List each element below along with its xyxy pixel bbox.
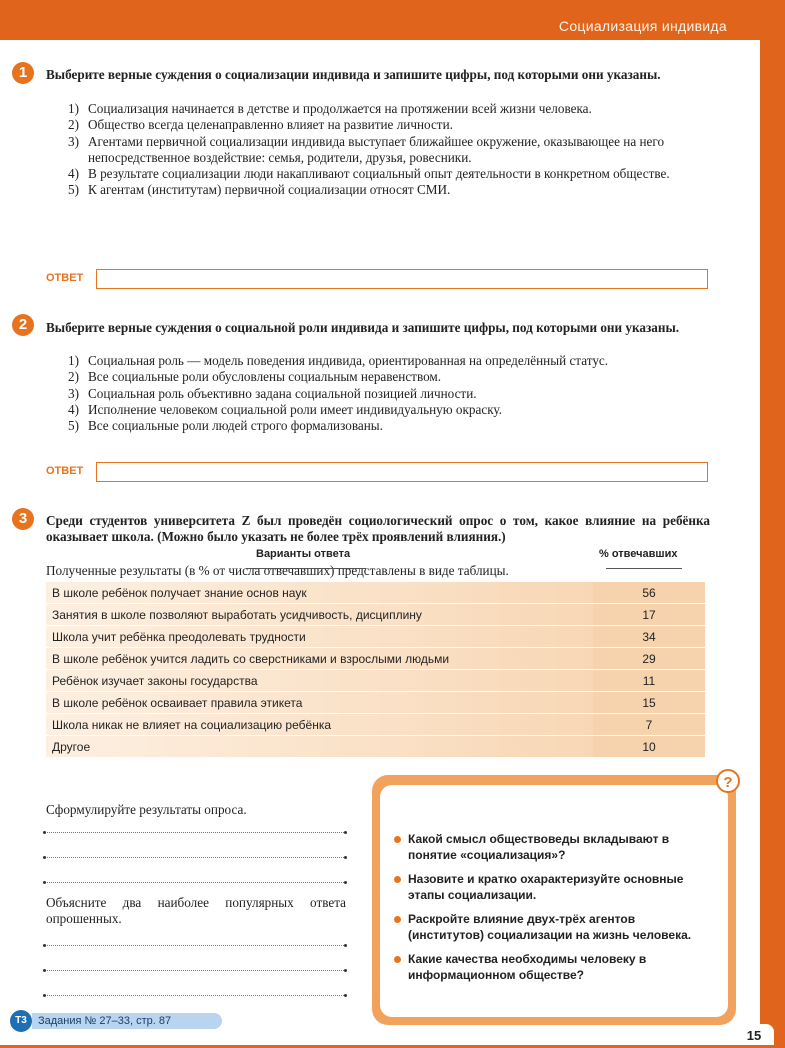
task-3-prompt-explain: Объясните два наиболее популярных ответа опрошенных.: [46, 895, 346, 926]
survey-table: [46, 582, 705, 758]
bullet-icon: [394, 916, 401, 923]
task-2-option: 1) Социальная роль — модель поведения индивида, ориентированная на определённый статус.: [68, 353, 609, 368]
bullet-icon: [394, 956, 401, 963]
table-row: Другое 10: [46, 736, 705, 758]
column-header-percent: % отвечавших: [599, 548, 678, 560]
review-question: Какой смысл обществоведы вкладывают в понятие «социализация»?: [394, 831, 694, 863]
answer-line[interactable]: [44, 995, 346, 996]
table-row: Школа никак не влияет на социализацию ребёнка 7: [46, 714, 705, 736]
task-2-options: [68, 353, 710, 434]
answer-line[interactable]: [44, 970, 346, 971]
task-2-answer: [46, 462, 708, 482]
task-1-option: 2) Общество всегда целенаправленно влияет на развитие личности.: [68, 117, 453, 133]
task-1-option: 3) Агентами первичной социализации индивида выступает ближайшее окружение, оказывающее на него непосредственное воздействие: семья, родители, друзья, ровесники.: [68, 133, 665, 165]
task-2-question: Выберите верные суждения о социальной роли индивида и запишите цифры, под которыми они указаны.: [46, 320, 680, 335]
task-1-option: 4) В результате социализации люди накапливают социальный опыт деятельности в конкретном обществе.: [68, 166, 670, 182]
review-questions: [394, 831, 694, 991]
task-2-answer-field[interactable]: [96, 462, 708, 482]
table-row: В школе ребёнок учится ладить со сверстниками и взрослыми людьми 29: [46, 648, 705, 670]
bullet-icon: [394, 836, 401, 843]
bullet-icon: [394, 876, 401, 883]
answer-label: ОТВЕТ: [46, 272, 84, 284]
page-number: 15: [734, 1024, 774, 1045]
table-row: В школе ребёнок получает знание основ наук 56: [46, 582, 705, 604]
review-question: Раскройте влияние двух-трёх агентов (институтов) социализации на жизнь человека.: [394, 911, 694, 943]
column-header-options: Варианты ответа: [256, 548, 351, 560]
table-header: [46, 546, 706, 572]
task-2-option: 5) Все социальные роли людей строго формализованы.: [68, 418, 383, 434]
question-mark-icon: ?: [716, 769, 740, 793]
review-question: Какие качества необходимы человеку в информационном обществе?: [394, 951, 694, 983]
task-2-number-badge: 2: [12, 314, 34, 336]
review-question: Назовите и кратко охарактеризуйте основные этапы социализации.: [394, 871, 694, 903]
task-1-options: [68, 101, 710, 199]
answer-line[interactable]: [44, 882, 346, 883]
task-1-answer: [46, 269, 708, 289]
task-3-question: Среди студентов университета Z был проведён социологический опрос о том, какое влияние на ребёнка оказывает школа. (Можно было указать не более трёх проявлений влияния.): [46, 513, 710, 544]
task-1-option: 5) К агентам (институтам) первичной социализации относят СМИ.: [68, 182, 451, 198]
table-row: Занятия в школе позволяют выработать усидчивость, дисциплину 17: [46, 604, 705, 626]
task-3-intro: Полученные результаты (в % от числа отвечавших) представлены в виде таблицы.: [46, 563, 509, 578]
task-2-option: 2) Все социальные роли обусловлены социальным неравенством.: [68, 369, 442, 385]
task-3-prompt-results: Сформулируйте результаты опроса.: [46, 802, 247, 817]
answer-line[interactable]: [44, 832, 346, 833]
answer-line[interactable]: [44, 857, 346, 858]
table-row: Ребёнок изучает законы государства 11: [46, 670, 705, 692]
table-row: Школа учит ребёнка преодолевать трудности 34: [46, 626, 705, 648]
answer-label: ОТВЕТ: [46, 465, 84, 477]
section-title: Социализация индивида: [558, 18, 727, 34]
task-1-answer-field[interactable]: [96, 269, 708, 289]
table-row: В школе ребёнок осваивает правила этикета 15: [46, 692, 705, 714]
reference-link[interactable]: Задания № 27–33, стр. 87: [32, 1013, 222, 1029]
task-3-number-badge: 3: [12, 508, 34, 530]
task-1-option: 1) Социализация начинается в детстве и продолжается на протяжении всей жизни человека.: [68, 101, 592, 116]
task-1-question: Выберите верные суждения о социализации индивида и запишите цифры, под которыми они указаны.: [46, 67, 661, 82]
answer-line[interactable]: [44, 945, 346, 946]
task-2-option: 3) Социальная роль объективно задана социальной позицией личности.: [68, 385, 477, 401]
questions-box: [372, 775, 736, 1025]
reference-badge: Т3: [10, 1010, 32, 1032]
task-2-option: 4) Исполнение человеком социальной роли имеет индивидуальную окраску.: [68, 401, 502, 417]
task-1-number-badge: 1: [12, 62, 34, 84]
